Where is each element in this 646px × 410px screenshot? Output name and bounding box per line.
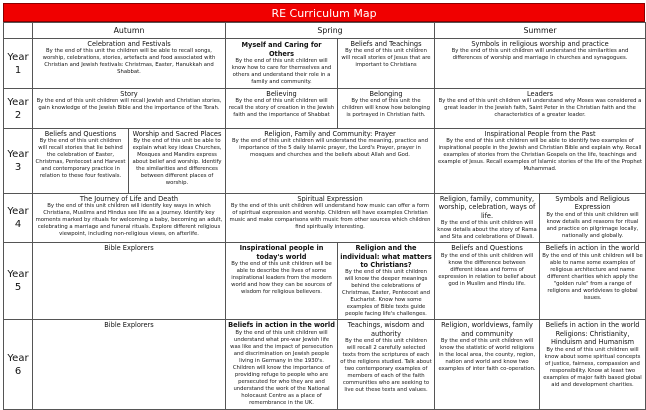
table-row-year-3	[4, 129, 646, 194]
year-label: Year 6	[4, 320, 33, 410]
header-row	[4, 23, 646, 39]
unit-title: Belonging	[369, 90, 403, 98]
unit-title: Religion, family, community, worship, celebration, ways of life.	[438, 195, 536, 220]
unit-title: Story	[120, 90, 138, 98]
unit-title: Beliefs and Teachings	[350, 40, 422, 48]
unit-description: By the end of this unit children will know the deeper meanings behind the celebrations of Christmas, Easter, Pentecost and Eucharist. Know how some examples of Bible texts guide people facing life's challenges.	[342, 269, 430, 318]
unit-cell	[226, 194, 435, 243]
unit-cell	[33, 39, 226, 89]
corner-cell	[4, 23, 33, 39]
unit-cell	[540, 194, 646, 243]
unit-description: By the end of this unit children will recall 2 carefully selected texts from the scriptures of each of the religions studied. Talk about two contemporary examples of members of each of the faith communities who are seeking to live out these texts and values.	[340, 338, 432, 394]
unit-title: Leaders	[526, 90, 554, 98]
unit-title: Myself and Caring for Others	[241, 41, 322, 58]
unit-description: By the end of this unit children will know how to care for themselves and others and understand their role in a family and community.	[231, 57, 332, 85]
unit-description: By the end of this unit children will identify key ways in which Christians, Muslims and Hindus see life as a journey. Identify key moments marked by rituals for welcoming a baby, becoming an adult, celebrating a marriage and funeral rituals. Explore different religious viewpoint, including non-religious views, on afterlife.	[35, 203, 223, 238]
page-title: RE Curriculum Map	[3, 3, 645, 22]
unit-cell	[33, 243, 226, 320]
unit-cell	[338, 89, 435, 129]
column-header-spring: Spring	[226, 23, 435, 39]
unit-description: By the end of this unit children will understand what pre-war Jewish life was like and the impact of persecution and discrimination on Jewish people living in Germany in the 1930's. Children will know the importance of providing refuge to people who are persecuted for who they are and understand the work of the National holocaust Centre as a place of remembrance in the UK.	[230, 329, 333, 406]
unit-title: Believing	[266, 90, 297, 98]
unit-cell	[435, 194, 540, 243]
unit-title: Religion, worldviews, family and community	[441, 321, 533, 338]
unit-description: By the end of this unit children will understand how music can offer a form of spiritual expression and worship. Children will have examples Christian music and make comparisons with music from other sources which children find spiritually interesting.	[229, 203, 431, 231]
unit-description: By the end of this unit children will know details about the story of Rama and Sita and celebrations of Diwali.	[437, 220, 537, 241]
table-row-year-5	[4, 243, 646, 320]
unit-title: Beliefs in action in the world	[228, 321, 335, 330]
unit-cell	[226, 243, 338, 320]
unit-cell	[435, 129, 646, 194]
year-label: Year 1	[4, 39, 33, 89]
unit-description: By the end of this unit children will be able to name some examples of religious architecture and name different charities which apply the "golden rule" from a range of religions and worldviews to global issues.	[542, 252, 643, 301]
unit-cell	[33, 129, 129, 194]
unit-title: Inspirational people in today's world	[239, 244, 324, 261]
unit-title: Spiritual Expression	[297, 195, 363, 203]
table-row-year-6	[4, 320, 646, 410]
curriculum-table	[3, 22, 646, 410]
unit-title: Teachings, wisdom and authority	[347, 321, 425, 338]
unit-cell	[435, 320, 540, 410]
unit-title: Worship and Sacred Places	[132, 130, 222, 138]
unit-title: Beliefs in action in the world	[545, 244, 640, 253]
unit-title: Inspirational People from the Past	[484, 130, 596, 138]
table-row-year-4	[4, 194, 646, 243]
unit-title: Beliefs and Questions	[44, 130, 117, 138]
unit-description: By the end of this unit children will recall stories of Jesus that are important to Christians	[341, 48, 431, 69]
unit-description: By the end of this unit the children will be able to recall songs, worship, celebrations, stories, artefacts and food associated with Christian and Jewish festivals: Christmas, Easter, Hanukkah and Shabbat.	[42, 48, 216, 76]
unit-description: By the end of this unit children will be able to describe the lives of some inspirational leaders from the modern world and how they can be sources of wisdom for religious believers.	[231, 261, 332, 296]
unit-title: Beliefs in action in the world Religions: Christianity, Hinduism and Humanism	[545, 321, 640, 347]
unit-title: Bible Explorers	[104, 244, 154, 253]
unit-cell	[435, 39, 646, 89]
unit-cell	[33, 320, 226, 410]
column-header-autumn: Autumn	[33, 23, 226, 39]
unit-description: By the end of this unit children will recall Jewish and Christian stories, gain knowledge of the Jewish Bible and the importance of the Torah.	[36, 98, 222, 112]
unit-description: By the end of this unit children will be able to identify two examples of inspirational people in the Jewish and Christian Bible and explain why. Recall examples of stories from the Christian Gospels on the life, teachings and example of Jesus. Recall examples of Islamic stories of the life of the Prophet Muhammad.	[437, 138, 643, 173]
unit-description: By the end of this unit the children will know how belonging is portrayed in Christian faith.	[342, 98, 430, 119]
unit-description: By the end of this unit children will recall stories that lie behind the celebration of Easter, Christmas, Pentecost and Harvest and contemporary practice in relation to these four festivals.	[35, 138, 126, 180]
curriculum-map	[3, 3, 645, 406]
unit-title: Celebration and Festivals	[87, 40, 171, 48]
year-label: Year 3	[4, 129, 33, 194]
unit-cell	[338, 243, 435, 320]
unit-description: By the end of this unit children will understand the similarities and differences of worship and marriage in churches and synagogues.	[451, 48, 629, 62]
unit-cell	[226, 320, 338, 410]
unit-description: By the end of this unit children will understand why Moses was considered a great leader in the Jewish faith, Saint Peter in the Christian faith and the characteristics of a greater leader.	[438, 98, 642, 119]
table-row-year-2	[4, 89, 646, 129]
unit-description: By the end of this unit children will recall the story of creation in the Jewish faith and the importance of Shabbat	[228, 98, 335, 119]
year-label: Year 4	[4, 194, 33, 243]
unit-cell	[226, 89, 338, 129]
unit-cell	[338, 320, 435, 410]
unit-cell	[33, 194, 226, 243]
column-header-summer: Summer	[435, 23, 646, 39]
unit-cell	[435, 243, 540, 320]
unit-cell	[33, 89, 226, 129]
unit-title: Symbols and Religious Expression	[555, 195, 630, 212]
unit-title: Bible Explorers	[104, 321, 154, 330]
unit-description: By the end of this unit be able to explain what key ideas Churches, Mosques and Mandirs express about belief and worship. Identify the similarities and differences between different places of worship.	[132, 138, 222, 187]
unit-title: Beliefs and Questions	[451, 244, 523, 253]
unit-cell	[540, 320, 646, 410]
unit-cell	[226, 39, 338, 89]
unit-cell	[435, 89, 646, 129]
unit-description: By the end of this unit children will know the statistic of world religions in the local area, the county, region, nation and world and know two examples of inter faith co-operation.	[438, 338, 536, 373]
unit-title: Religion and the individual: what matters to Christians?	[340, 244, 432, 270]
unit-description: By the end of this unit children will understand the meaning, practice and importance of the 5 daily Islamic prayer, the Lord's Prayer, prayer in mosques and churches and the beliefs about Allah and God.	[232, 138, 428, 159]
unit-cell	[226, 129, 435, 194]
unit-description: By the end of this unit children will know the difference between different ideas and forms of expression in relation to belief about god in Muslim and Hindu life.	[438, 252, 536, 287]
unit-cell	[540, 243, 646, 320]
unit-title: Religion, Family and Community: Prayer	[264, 130, 396, 138]
unit-title: Symbols in religious worship and practice	[471, 40, 609, 48]
year-label: Year 5	[4, 243, 33, 320]
unit-cell	[129, 129, 226, 194]
unit-description: By the end of this unit children will know details and reasons for ritual and practice on pilgrimage locally, nationally and globally.	[546, 211, 639, 239]
unit-title: The Journey of Life and Death	[79, 195, 179, 203]
year-label: Year 2	[4, 89, 33, 129]
unit-cell	[338, 39, 435, 89]
table-row-year-1	[4, 39, 646, 89]
unit-description: By the end of this unit children will know about some spiritual concepts of justice, fairness, compassion and responsibility. Know at least two examples of major faith based global aid and development charities.	[543, 346, 642, 388]
